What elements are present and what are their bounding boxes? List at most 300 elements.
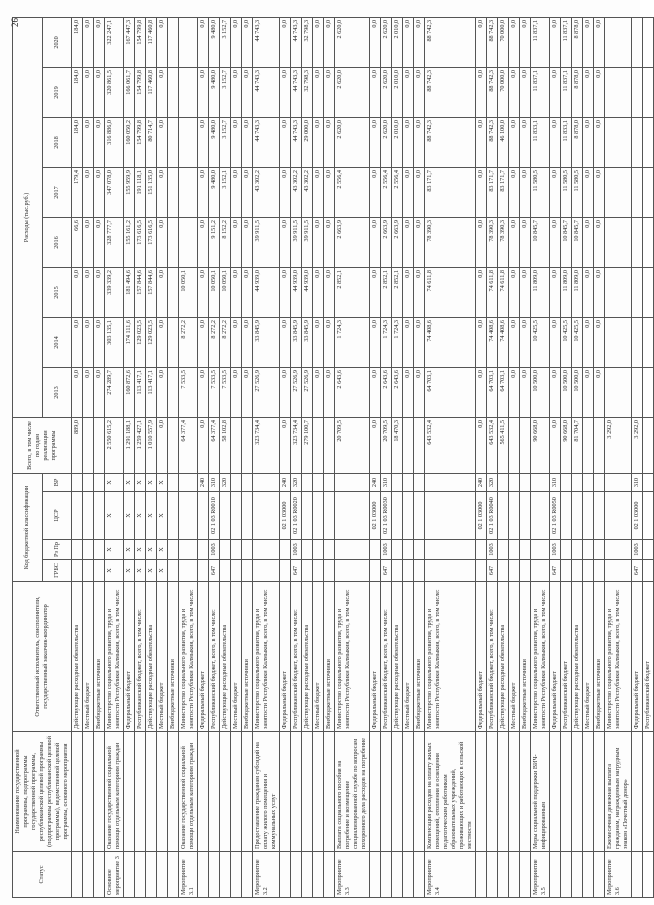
row-year-value: 0,0 <box>403 17 414 67</box>
row-vr <box>643 474 654 492</box>
row-year-value: 0,0 <box>157 318 168 368</box>
row-vr <box>572 474 583 492</box>
row-year-value: 0,0 <box>72 368 83 418</box>
row-name: Компенсация расходов на оплату жилых помещений, отопления и освещения педагогическим работникам образовательных учреждений, проживающих и работающих в сельской местности <box>425 732 476 852</box>
row-year-value: 0,0 <box>280 318 291 368</box>
header-year: 2014 <box>42 318 72 368</box>
table-row <box>105 17 124 897</box>
row-responsible: Республиканский бюджет, всего, в том числе: <box>135 582 146 732</box>
row-year-value <box>643 318 654 368</box>
row-year-value: 0,0 <box>198 168 209 218</box>
row-year-value: 0,0 <box>83 17 94 67</box>
row-year-value: 7 533,5 <box>179 368 198 418</box>
table-row <box>370 17 381 897</box>
row-status: Основное мероприятие 3 <box>105 852 124 898</box>
row-csr: 02 1 03000 <box>632 492 643 540</box>
row-year-value: 0,0 <box>242 168 253 218</box>
row-year-value: 191 118,1 <box>135 168 146 218</box>
row-total: 279 100,7 <box>302 418 313 474</box>
row-year-value: 88 742,3 <box>487 17 498 67</box>
row-csr <box>643 492 654 540</box>
row-year-value: 2 556,4 <box>392 168 403 218</box>
row-year-value: 0,0 <box>509 118 520 168</box>
row-year-value: 74 408,6 <box>487 318 498 368</box>
table-row <box>146 17 157 897</box>
row-rzpr <box>583 540 594 560</box>
row-year-value: 155 959,9 <box>124 168 135 218</box>
row-year-value: 0,0 <box>594 368 605 418</box>
row-status <box>403 852 414 898</box>
row-year-value: 39 911,5 <box>302 218 313 268</box>
table-row <box>302 17 313 897</box>
row-vr: X <box>146 474 157 492</box>
row-grbs <box>220 560 231 582</box>
row-year-value: 2 620,0 <box>381 17 392 67</box>
row-year-value: 0,0 <box>231 118 242 168</box>
row-name <box>643 732 654 852</box>
row-rzpr: X <box>105 540 124 560</box>
row-name: Предоставление гражданам субсидий на оплату жилого помещения и коммунальных услуг <box>253 732 280 852</box>
row-vr: 240 <box>280 474 291 492</box>
row-year-value: 0,0 <box>370 268 381 318</box>
row-year-value: 11 833,1 <box>531 118 550 168</box>
row-year-value: 74 408,6 <box>425 318 476 368</box>
row-rzpr <box>414 540 425 560</box>
row-year-value: 3 152,7 <box>220 17 231 67</box>
table-row <box>381 17 392 897</box>
table-row <box>198 17 209 897</box>
row-year-value: 0,0 <box>324 268 335 318</box>
row-responsible: Местный бюджет <box>509 582 520 732</box>
row-rzpr <box>220 540 231 560</box>
table-row <box>594 17 605 897</box>
row-name <box>550 732 561 852</box>
row-year-value: 88 742,3 <box>425 68 476 118</box>
row-name <box>594 732 605 852</box>
row-year-value: 3 152,7 <box>220 68 231 118</box>
row-name <box>94 732 105 852</box>
row-year-value: 0,0 <box>414 68 425 118</box>
row-year-value: 11 809,0 <box>572 268 583 318</box>
row-vr: X <box>105 474 124 492</box>
row-grbs <box>572 560 583 582</box>
row-name <box>583 732 594 852</box>
row-status <box>324 852 335 898</box>
row-year-value: 0,0 <box>280 268 291 318</box>
row-status <box>498 852 509 898</box>
header-expenses: Расходы (тыс.руб.) <box>13 17 43 417</box>
row-responsible: Внебюджетные источники <box>168 582 179 732</box>
row-year-value: 0,0 <box>520 218 531 268</box>
row-year-value: 173 616,5 <box>146 218 157 268</box>
row-grbs: 647 <box>550 560 561 582</box>
row-status <box>280 852 291 898</box>
row-year-value <box>643 68 654 118</box>
row-year-value: 8 272,2 <box>220 318 231 368</box>
row-name: Оказание государственной социальной помощи отдельным категориям граждан <box>179 732 198 852</box>
row-status <box>487 852 498 898</box>
row-total <box>313 418 324 474</box>
row-name <box>487 732 498 852</box>
row-year-value: 33 845,9 <box>253 318 280 368</box>
row-year-value: 0,0 <box>313 268 324 318</box>
row-vr <box>583 474 594 492</box>
row-year-value: 29 000,0 <box>302 118 313 168</box>
row-csr <box>509 492 520 540</box>
row-status: Мероприятие 3.5 <box>531 852 550 898</box>
row-status <box>198 852 209 898</box>
row-rzpr <box>531 540 550 560</box>
row-year-value <box>179 218 198 268</box>
row-status <box>146 852 157 898</box>
row-year-value: 10 845,7 <box>572 218 583 268</box>
row-year-value: 44 743,3 <box>253 17 280 67</box>
row-status <box>94 852 105 898</box>
row-grbs: X <box>105 560 124 582</box>
table-row <box>403 17 414 897</box>
row-name: Выплата социального пособия на погребение и возмещение специализированной службе по вопросам похоронного дела расходов на погребение <box>335 732 370 852</box>
row-year-value: 166 061,7 <box>124 68 135 118</box>
row-year-value: 44 743,3 <box>253 68 280 118</box>
row-year-value: 43 302,2 <box>291 168 302 218</box>
row-year-value: 0,0 <box>83 168 94 218</box>
row-year-value: 33 845,9 <box>302 318 313 368</box>
row-year-value: 0,0 <box>198 218 209 268</box>
row-year-value: 0,0 <box>476 68 487 118</box>
row-year-value: 10 500,0 <box>531 368 550 418</box>
row-year-value: 44 743,3 <box>291 17 302 67</box>
row-responsible: Министерство социального развития, труда и занятости Республики Калмыкия, всего, в том числе: <box>105 582 124 732</box>
row-year-value: 0,0 <box>280 68 291 118</box>
row-responsible: Министерство социального развития, труда и занятости Республики Калмыкия, всего, в том числе: <box>335 582 370 732</box>
row-status <box>392 852 403 898</box>
row-name <box>135 732 146 852</box>
row-year-value: 2 620,0 <box>335 118 370 168</box>
row-year-value: 0,0 <box>403 318 414 368</box>
row-grbs: 647 <box>381 560 392 582</box>
row-status <box>632 852 643 898</box>
row-total: 2 550 615,2 <box>105 418 124 474</box>
row-year-value: 74 408,6 <box>498 318 509 368</box>
row-year-value: 10 050,1 <box>209 268 220 318</box>
row-year-value: 1 724,3 <box>335 318 370 368</box>
row-csr: X <box>146 492 157 540</box>
row-rzpr: X <box>146 540 157 560</box>
row-year-value: 2 620,0 <box>335 17 370 67</box>
row-year-value: 0,0 <box>242 68 253 118</box>
row-year-value: 0,0 <box>83 318 94 368</box>
row-year-value <box>605 218 632 268</box>
row-vr <box>313 474 324 492</box>
row-year-value: 9 480,0 <box>209 17 220 67</box>
row-year-value: 2 556,4 <box>335 168 370 218</box>
row-year-value: 184,0 <box>72 68 83 118</box>
row-year-value: 0,0 <box>242 368 253 418</box>
row-rzpr <box>605 540 632 560</box>
row-year-value: 0,0 <box>583 318 594 368</box>
row-year-value: 184,0 <box>72 17 83 67</box>
row-vr: 320 <box>487 474 498 492</box>
row-year-value: 0,0 <box>550 68 561 118</box>
row-responsible: Министерство социального развития, труда и занятости Республики Калмыкия, всего, в том числе: <box>605 582 632 732</box>
row-year-value: 0,0 <box>370 118 381 168</box>
table-row <box>94 17 105 897</box>
row-rzpr <box>476 540 487 560</box>
row-status <box>209 852 220 898</box>
row-grbs <box>520 560 531 582</box>
row-vr <box>531 474 550 492</box>
row-vr <box>414 474 425 492</box>
row-year-value <box>179 17 198 67</box>
row-rzpr <box>392 540 403 560</box>
row-name <box>414 732 425 852</box>
row-year-value: 0,0 <box>476 268 487 318</box>
row-name <box>370 732 381 852</box>
row-year-value: 27 526,9 <box>302 368 313 418</box>
row-year-value: 44 743,3 <box>291 68 302 118</box>
row-year-value: 0,0 <box>157 168 168 218</box>
row-name <box>198 732 209 852</box>
row-year-value: 88 742,3 <box>425 17 476 67</box>
row-csr <box>414 492 425 540</box>
row-year-value: 0,0 <box>157 68 168 118</box>
row-total: 0,0 <box>476 418 487 474</box>
row-csr <box>168 492 179 540</box>
row-csr <box>83 492 94 540</box>
row-year-value: 0,0 <box>594 268 605 318</box>
row-year-value: 0,0 <box>370 68 381 118</box>
row-total <box>168 418 179 474</box>
row-name <box>403 732 414 852</box>
row-year-value: 274 289,7 <box>105 368 124 418</box>
row-year-value: 0,0 <box>476 368 487 418</box>
row-year-value: 0,0 <box>313 318 324 368</box>
row-name <box>209 732 220 852</box>
row-year-value: 0,0 <box>83 118 94 168</box>
row-year-value: 0,0 <box>242 118 253 168</box>
row-responsible: Местный бюджет <box>403 582 414 732</box>
row-year-value: 179,4 <box>72 168 83 218</box>
row-grbs <box>302 560 313 582</box>
row-total: 1 259 427,1 <box>135 418 146 474</box>
row-year-value: 74 611,8 <box>487 268 498 318</box>
row-responsible: Действующие расходные обязательства <box>392 582 403 732</box>
row-year-value <box>168 218 179 268</box>
row-year-value: 8 272,2 <box>209 318 220 368</box>
row-year-value: 0,0 <box>594 17 605 67</box>
row-year-value: 0,0 <box>83 68 94 118</box>
row-year-value <box>179 168 198 218</box>
row-year-value: 11 837,1 <box>561 17 572 67</box>
row-vr <box>605 474 632 492</box>
row-year-value <box>643 17 654 67</box>
row-responsible: Республиканский бюджет <box>561 582 572 732</box>
row-responsible: Республиканский бюджет, всего, в том числе: <box>209 582 220 732</box>
row-vr: X <box>124 474 135 492</box>
row-year-value: 0,0 <box>414 368 425 418</box>
row-grbs <box>583 560 594 582</box>
row-responsible: Местный бюджет <box>231 582 242 732</box>
row-grbs <box>643 560 654 582</box>
row-year-value: 2 852,1 <box>392 268 403 318</box>
row-year-value: 0,0 <box>231 368 242 418</box>
row-status <box>594 852 605 898</box>
row-year-value: 0,0 <box>414 118 425 168</box>
row-year-value: 66,6 <box>72 218 83 268</box>
row-csr: 02 1 03 R0030 <box>381 492 392 540</box>
row-year-value: 0,0 <box>594 168 605 218</box>
row-grbs <box>72 560 83 582</box>
row-total: 643 532,4 <box>425 418 476 474</box>
row-year-value <box>605 17 632 67</box>
row-rzpr <box>324 540 335 560</box>
row-status <box>414 852 425 898</box>
row-grbs <box>370 560 381 582</box>
row-year-value: 160 050,2 <box>124 118 135 168</box>
row-rzpr <box>231 540 242 560</box>
row-year-value: 157 844,6 <box>135 268 146 318</box>
row-vr: 310 <box>381 474 392 492</box>
row-rzpr <box>72 540 83 560</box>
row-year-value: 0,0 <box>324 168 335 218</box>
row-year-value: 9 480,0 <box>209 68 220 118</box>
row-year-value: 0,0 <box>476 318 487 368</box>
row-year-value: 44 743,3 <box>291 118 302 168</box>
row-year-value: 0,0 <box>370 17 381 67</box>
row-vr <box>594 474 605 492</box>
row-year-value <box>632 368 643 418</box>
row-grbs <box>335 560 370 582</box>
row-responsible: Федеральный бюджет <box>370 582 381 732</box>
row-grbs <box>179 560 198 582</box>
table-row <box>643 17 654 897</box>
row-year-value <box>643 168 654 218</box>
row-grbs <box>605 560 632 582</box>
row-year-value: 11 580,5 <box>561 168 572 218</box>
budget-table <box>12 17 654 898</box>
row-year-value: 8 878,0 <box>572 118 583 168</box>
row-year-value: 129 023,5 <box>146 318 157 368</box>
row-csr <box>572 492 583 540</box>
row-year-value: 0,0 <box>583 218 594 268</box>
row-year-value: 154 799,8 <box>135 68 146 118</box>
row-year-value: 0,0 <box>583 68 594 118</box>
table-row <box>220 17 231 897</box>
row-vr: 240 <box>476 474 487 492</box>
row-year-value: 0,0 <box>313 17 324 67</box>
table-row <box>231 17 242 897</box>
row-year-value <box>168 17 179 67</box>
row-year-value: 0,0 <box>198 318 209 368</box>
row-name <box>313 732 324 852</box>
row-total <box>414 418 425 474</box>
row-rzpr <box>370 540 381 560</box>
row-responsible: Действующие расходные обязательства <box>146 582 157 732</box>
row-year-value: 0,0 <box>476 218 487 268</box>
row-year-value: 160 872,6 <box>124 368 135 418</box>
table-row <box>487 17 498 897</box>
row-grbs <box>498 560 509 582</box>
row-year-value: 74 611,8 <box>425 268 476 318</box>
table-row <box>209 17 220 897</box>
table-row <box>561 17 572 897</box>
row-year-value: 0,0 <box>231 68 242 118</box>
row-year-value: 11 809,0 <box>561 268 572 318</box>
row-grbs <box>414 560 425 582</box>
header-year: 2015 <box>42 268 72 318</box>
row-responsible: Республиканский бюджет, всего, в том числе: <box>291 582 302 732</box>
table-row <box>605 17 632 897</box>
row-name <box>324 732 335 852</box>
row-year-value: 151 135,0 <box>146 168 157 218</box>
row-year-value: 0,0 <box>403 68 414 118</box>
row-vr <box>253 474 280 492</box>
table-row <box>253 17 280 897</box>
row-year-value: 113 417,1 <box>146 368 157 418</box>
row-year-value: 0,0 <box>324 318 335 368</box>
row-csr <box>324 492 335 540</box>
row-status <box>124 852 135 898</box>
row-grbs: X <box>157 560 168 582</box>
row-total: 643 532,4 <box>487 418 498 474</box>
row-year-value: 322 247,1 <box>105 17 124 67</box>
table-row <box>425 17 476 897</box>
row-year-value: 80 714,7 <box>146 118 157 168</box>
row-status <box>520 852 531 898</box>
row-responsible: Местный бюджет <box>157 582 168 732</box>
table-row <box>520 17 531 897</box>
row-year-value: 2 010,0 <box>392 118 403 168</box>
row-grbs <box>561 560 572 582</box>
table-row <box>632 17 643 897</box>
row-year-value: 0,0 <box>94 318 105 368</box>
row-year-value: 0,0 <box>509 218 520 268</box>
row-year-value: 0,0 <box>324 17 335 67</box>
row-year-value <box>168 268 179 318</box>
row-total: 90 668,0 <box>531 418 550 474</box>
row-responsible: Министерство социального развития, труда и занятости Республики Калмыкия, всего, в том числе: <box>179 582 198 732</box>
row-year-value: 0,0 <box>94 218 105 268</box>
row-vr <box>72 474 83 492</box>
row-grbs <box>168 560 179 582</box>
row-vr <box>335 474 370 492</box>
row-year-value: 0,0 <box>414 268 425 318</box>
row-total: 20 709,5 <box>381 418 392 474</box>
row-year-value <box>605 118 632 168</box>
row-year-value: 0,0 <box>594 118 605 168</box>
row-year-value: 0,0 <box>94 368 105 418</box>
row-vr: 320 <box>291 474 302 492</box>
row-year-value: 44 939,0 <box>253 268 280 318</box>
row-total <box>94 418 105 474</box>
row-name: Оказание государственной социальной помощи отдельным категориям граждан <box>105 732 124 852</box>
row-year-value: 44 743,3 <box>253 118 280 168</box>
row-year-value: 0,0 <box>403 268 414 318</box>
row-year-value: 0,0 <box>550 318 561 368</box>
row-responsible: Республиканский бюджет, всего, в том числе: <box>487 582 498 732</box>
row-year-value: 8 878,0 <box>572 68 583 118</box>
row-rzpr: X <box>135 540 146 560</box>
row-csr <box>313 492 324 540</box>
header-name: Наименование государственной программы, подпрограммы государственной программы, республиканской целевой программы (подпрограммы республиканской целевой программы), ведомственной целевой программы, основного мероприятия <box>13 732 72 852</box>
row-year-value <box>168 318 179 368</box>
table-row <box>550 17 561 897</box>
row-year-value: 11 833,1 <box>561 118 572 168</box>
row-status <box>157 852 168 898</box>
row-year-value <box>632 318 643 368</box>
row-responsible: Внебюджетные источники <box>520 582 531 732</box>
row-year-value: 11 580,5 <box>572 168 583 218</box>
